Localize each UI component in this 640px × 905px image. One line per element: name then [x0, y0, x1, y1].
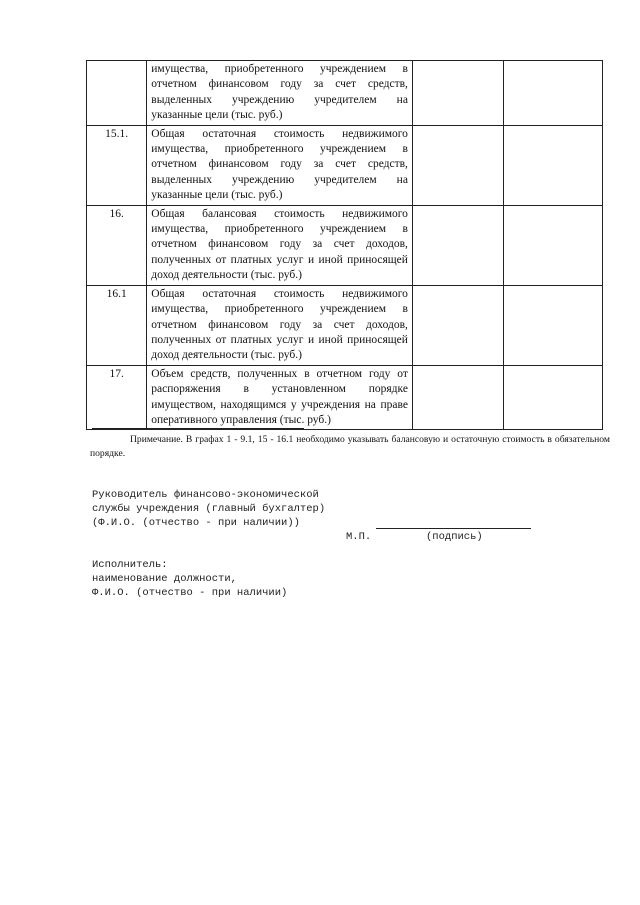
signature-caption: (подпись)	[426, 531, 483, 543]
executor-label: Исполнитель:	[92, 559, 168, 571]
row-description: Общая остаточная стоимость недвижимого имущества, приобретенного учреждением в отчетном финансовом году за счет доходов, полученных от платных услуг и иной приносящей доход деятельности (тыс. руб.)	[147, 285, 413, 365]
footnote-divider	[92, 428, 304, 429]
table-row	[87, 125, 603, 205]
row-number: 16.1	[87, 285, 147, 365]
value-cell	[412, 61, 503, 126]
report-table	[86, 60, 603, 430]
value-cell	[503, 285, 602, 365]
value-cell	[503, 365, 602, 430]
value-cell	[412, 285, 503, 365]
row-description: Объем средств, полученных в отчетном году от распоряжения в установленном порядке имуществом, находящимся у учреждения на праве оперативного управления (тыс. руб.)	[147, 365, 413, 430]
value-cell	[503, 125, 602, 205]
table-row	[87, 365, 603, 430]
head-title-line-1: Руководитель финансово-экономической	[92, 489, 319, 501]
value-cell	[412, 365, 503, 430]
head-title-line-2: службы учреждения (главный бухгалтер)	[92, 503, 326, 515]
value-cell	[412, 125, 503, 205]
value-cell	[503, 205, 602, 285]
table-row	[87, 285, 603, 365]
row-description: Общая остаточная стоимость недвижимого имущества, приобретенного учреждением в отчетном финансовом году за счет средств, выделенных учреждению учредителем на указанные цели (тыс. руб.)	[147, 125, 413, 205]
head-name-caption: (Ф.И.О. (отчество - при наличии))	[92, 517, 300, 529]
row-description: имущества, приобретенного учреждением в отчетном финансовом году за счет средств, выделенных учреждению учредителем на указанные цели (тыс. руб.)	[147, 61, 413, 126]
table-row	[87, 205, 603, 285]
row-number: 17.	[87, 365, 147, 430]
row-number: 15.1.	[87, 125, 147, 205]
value-cell	[412, 205, 503, 285]
row-number	[87, 61, 147, 126]
row-number: 16.	[87, 205, 147, 285]
row-description: Общая балансовая стоимость недвижимого имущества, приобретенного учреждением в отчетном финансовом году за счет доходов, полученных от платных услуг и иной приносящей доход деятельности (тыс. руб.)	[147, 205, 413, 285]
executor-position-caption: наименование должности,	[92, 573, 237, 585]
value-cell	[503, 61, 602, 126]
table-row	[87, 61, 603, 126]
footnote-text: Примечание. В графах 1 - 9.1, 15 - 16.1 необходимо указывать балансовую и остаточную стоимость в обязательном порядке.	[90, 434, 610, 459]
stamp-label: М.П.	[346, 531, 372, 543]
signature-line	[376, 528, 531, 529]
executor-name-caption: Ф.И.О. (отчество - при наличии)	[92, 587, 288, 599]
